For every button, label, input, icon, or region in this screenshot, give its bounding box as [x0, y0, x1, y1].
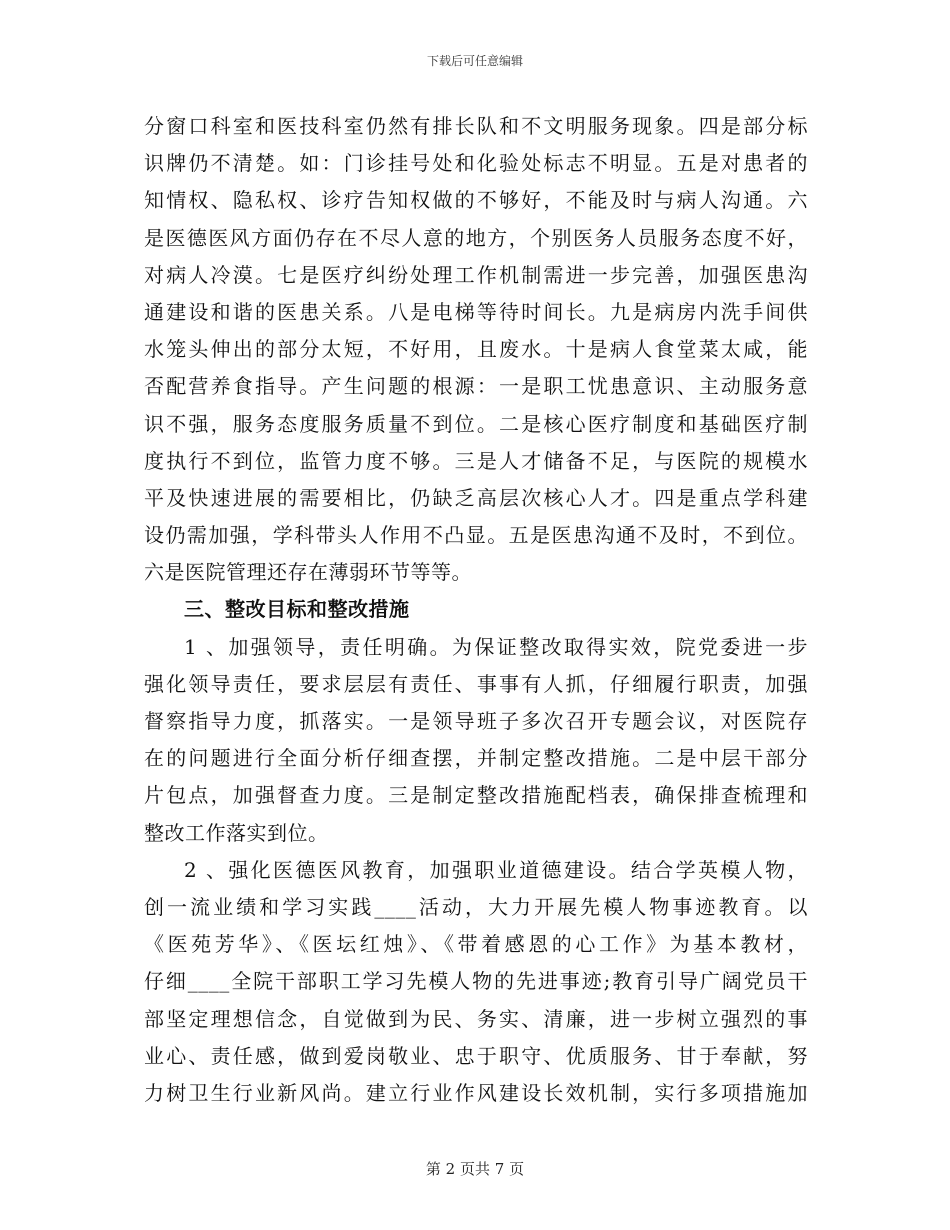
text-line: 在的问题进行全面分析仔细查摆，并制定整改措施。二是中层干部分 [144, 746, 808, 771]
text-line: 业心、责任感，做到爱岗敬业、忠于职守、优质服务、甘于奉献，努 [144, 1043, 808, 1068]
page-header: 下载后可任意编辑 [426, 54, 523, 68]
text-line: 分窗口科室和医技科室仍然有排长队和不文明服务现象。四是部分标 [144, 114, 808, 138]
text-line: 督察指导力度，抓落实。一是领导班子多次召开专题会议，对医院存 [144, 709, 808, 733]
text-line: 1 、加强领导，责任明确。为保证整改取得实效，院党委进一步 [184, 634, 808, 659]
text-line: 是医德医风方面仍存在不尽人意的地方，个别医务人员服务态度不好， [144, 225, 808, 250]
text-line: 否配营养食指导。产生问题的根源：一是职工忧患意识、主动服务意 [144, 374, 808, 399]
text-line: 整改工作落实到位。 [144, 820, 329, 845]
text-line: 通建设和谐的医患关系。八是电梯等待时间长。九是病房内洗手间供 [144, 299, 808, 324]
text-line: 平及快速进展的需要相比，仍缺乏高层次核心人才。四是重点学科建 [144, 485, 808, 510]
text-line: 设仍需加强，学科带头人作用不凸显。五是医患沟通不及时，不到位。 [144, 523, 808, 548]
text-line: 2 、强化医德医风教育，加强职业道德建设。结合学英模人物， [184, 857, 808, 882]
page-number: 第 2 页共 7 页 [425, 1160, 525, 1178]
text-line: 识不强，服务态度服务质量不到位。二是核心医疗制度和基础医疗制 [144, 411, 808, 436]
text-line: 对病人冷漠。七是医疗纠纷处理工作机制需进一步完善，加强医患沟 [144, 262, 808, 287]
text-line: 六是医院管理还存在薄弱环节等等。 [144, 560, 472, 585]
text-line: 部坚定理想信念，自觉做到为民、务实、清廉，进一步树立强烈的事 [144, 1006, 808, 1031]
text-line: 创一流业绩和学习实践____活动，大力开展先模人物事迹教育。以 [144, 894, 808, 919]
document-body [144, 108, 808, 1112]
text-line: 《医苑芳华》、《医坛红烛》、《带着感恩的心工作》为基本教材， [144, 932, 808, 957]
text-line: 识牌仍不清楚。如：门诊挂号处和化验处标志不明显。五是对患者的 [144, 151, 808, 176]
section-heading: 三、整改目标和整改措施 [184, 597, 410, 622]
text-line: 强化领导责任，要求层层有责任、事事有人抓，仔细履行职责，加强 [144, 671, 808, 696]
text-line: 仔细____全院干部职工学习先模人物的先进事迹;教育引导广阔党员干 [144, 969, 808, 994]
text-line: 水笼头伸出的部分太短，不好用，且废水。十是病人食堂菜太咸，能 [144, 337, 808, 362]
text-line: 片包点，加强督查力度。三是制定整改措施配档表，确保排查梳理和 [144, 783, 808, 808]
text-line: 度执行不到位，监管力度不够。三是人才储备不足，与医院的规模水 [144, 448, 808, 473]
text-line: 知情权、隐私权、诊疗告知权做的不够好，不能及时与病人沟通。六 [144, 188, 808, 213]
text-line: 力树卫生行业新风尚。建立行业作风建设长效机制，实行多项措施加 [144, 1080, 808, 1105]
